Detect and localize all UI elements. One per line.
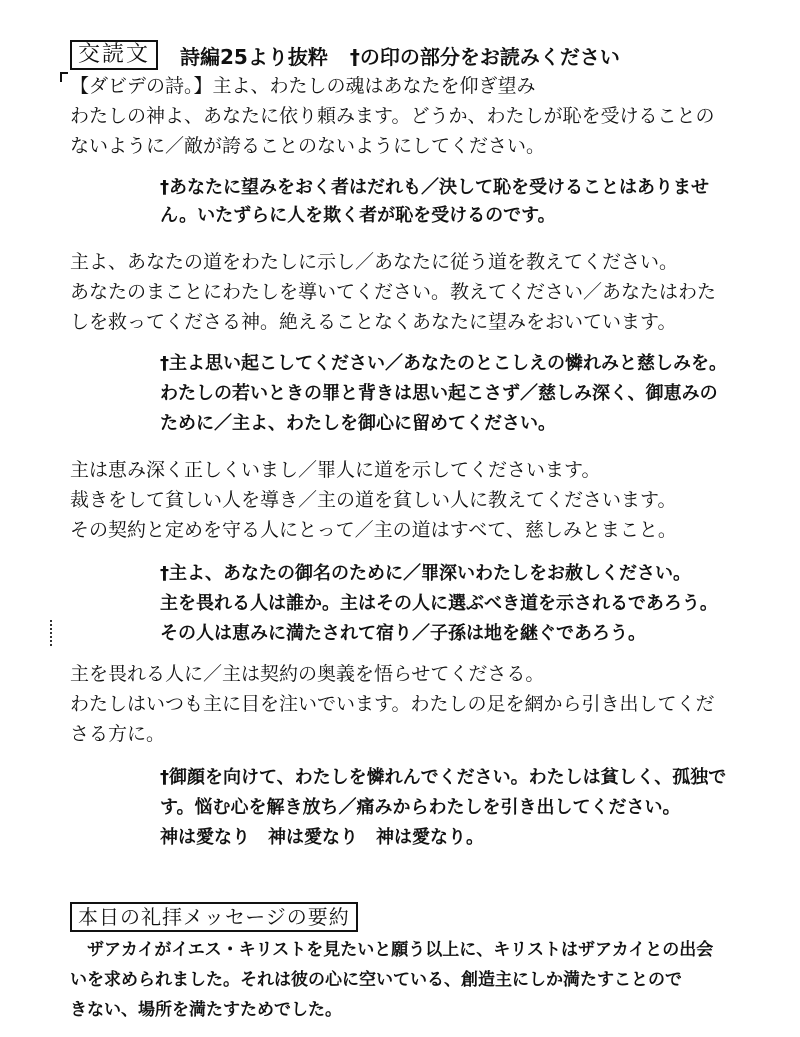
leader-line: 主を畏れる人に／主は契約の奥義を悟らせてくださる。 [70, 663, 545, 685]
congregation-response-line: その人は恵みに満たされて宿り／子孫は地を継ぐであろう。 [160, 623, 646, 644]
congregation-response-line: †主よ、あなたの御名のために／罪深いわたしをお赦しください。 [160, 563, 691, 584]
congregation-response-line: 主を畏れる人は誰か。主はその人に選ぶべき道を示されるであろう。 [160, 593, 718, 614]
congregation-response-line: わたしの若いときの罪と背きは思い起こさず／慈しみ深く、御恵みの [160, 383, 718, 404]
leader-line: ないように／敵が誇ることのないようにしてください。 [70, 135, 546, 157]
congregation-response-line: ために／主よ、わたしを御心に留めてください。 [160, 413, 556, 434]
leader-line: 主は恵み深く正しくいまし／罪人に道を示してくださいます。 [70, 459, 601, 481]
leader-line: 裁きをして貧しい人を導き／主の道を貧しい人に教えてくださいます。 [70, 489, 677, 511]
reading-header [70, 40, 620, 70]
reading-instruction: †の印の部分をお読みください [349, 44, 620, 69]
leader-line: その契約と定めを守る人にとって／主の道はすべて、慈しみとまこと。 [70, 519, 677, 541]
congregation-response-line: ん。いたずらに人を欺く者が恥を受けるのです。 [160, 205, 556, 226]
sermon-summary-line: きない、場所を満たすためでした。 [70, 1000, 342, 1020]
margin-scan-mark [50, 620, 54, 646]
leader-line: しを救ってくださる神。絶えることなくあなたに望みをおいています。 [70, 311, 677, 333]
responsive-reading-box-label: 交読文 [70, 40, 158, 70]
congregation-response-line: †あなたに望みをおく者はだれも／決して恥を受けることはありませ [160, 177, 709, 198]
sermon-summary-line: いを求められました。それは彼の心に空いている、創造主にしか満たすことので [70, 970, 682, 990]
congregation-response-line: す。悩む心を解き放ち／痛みからわたしを引き出してください。 [160, 797, 681, 818]
sermon-summary-line: ザアカイがイエス・キリストを見たいと願う以上に、キリストはザアカイとの出会 [70, 940, 714, 960]
congregation-response-line: †御顔を向けて、わたしを憐れんでください。わたしは貧しく、孤独で [160, 767, 727, 788]
leader-line: 主よ、あなたの道をわたしに示し／あなたに従う道を教えてください。 [70, 251, 679, 273]
corner-mark-decoration [60, 72, 68, 82]
congregation-response-line: 神は愛なり 神は愛なり 神は愛なり。 [160, 827, 484, 848]
leader-line: あなたのまことにわたしを導いてください。教えてください／あなたはわた [70, 281, 717, 303]
reading-source-title: 詩編25より抜粋 [180, 44, 328, 69]
leader-line: わたしはいつも主に目を注いでいます。わたしの足を網から引き出してくだ [70, 693, 715, 715]
leader-line: 【ダビデの詩。】主よ、わたしの魂はあなたを仰ぎ望み [70, 75, 536, 97]
leader-line: わたしの神よ、あなたに依り頼みます。どうか、わたしが恥を受けることの [70, 105, 715, 127]
sermon-summary-box-label: 本日の礼拝メッセージの要約 [70, 902, 358, 932]
congregation-response-line: †主よ思い起こしてください／あなたのとこしえの憐れみと慈しみを。 [160, 353, 727, 374]
leader-line: さる方に。 [70, 723, 166, 745]
